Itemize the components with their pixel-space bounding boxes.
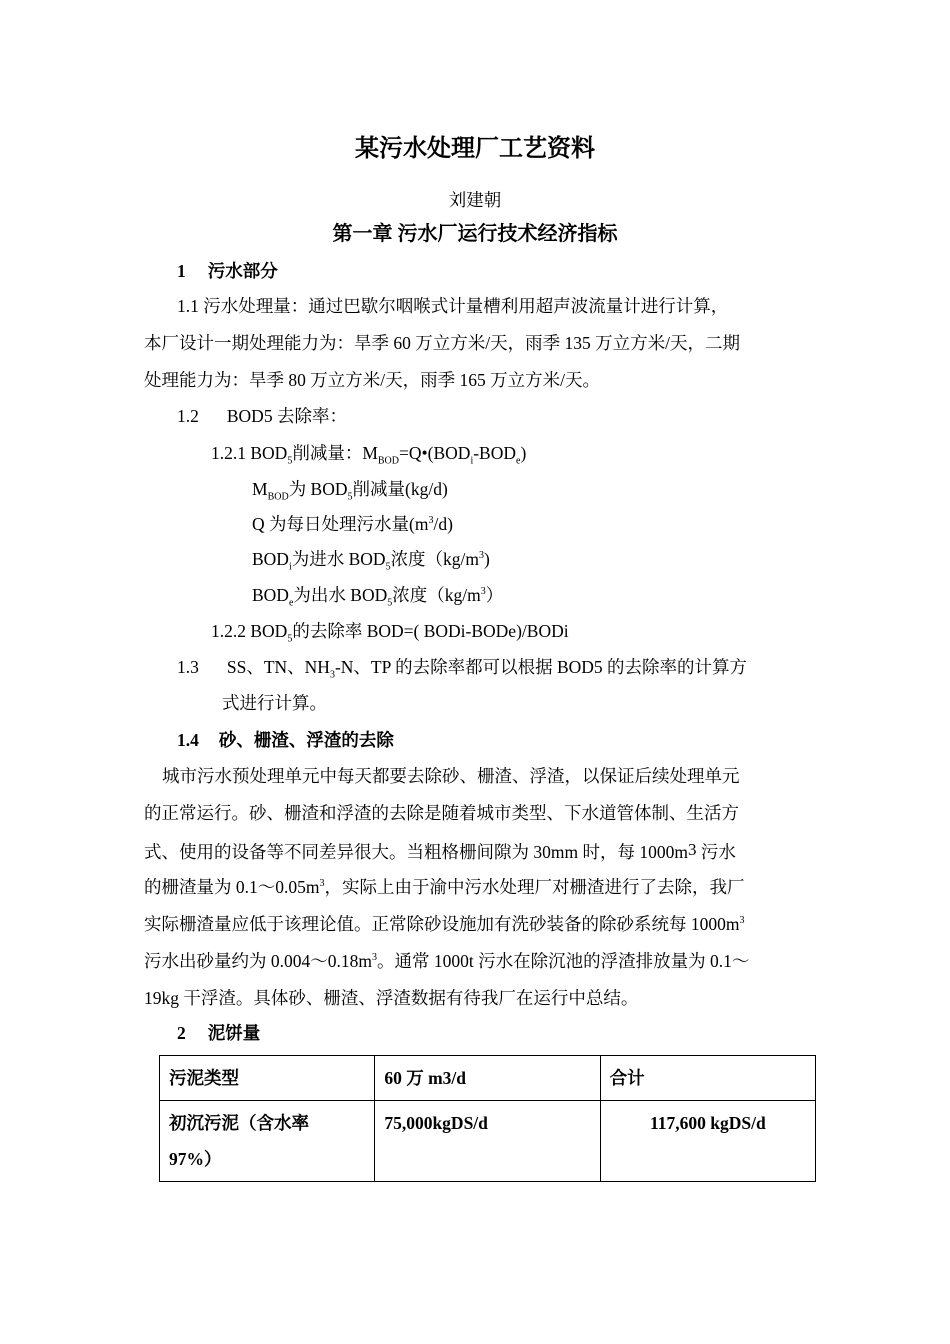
formula-1-2-1 [211,442,527,467]
paragraph-1-3-line: 式进行计算。 [222,693,327,713]
paragraph-text: ，实际上由于渝中污水处理厂对栅渣进行了去除，我厂 [324,877,745,897]
superscript: 3 [428,515,434,527]
def-text: ） [485,585,504,605]
cell-line: 97%） [169,1149,222,1169]
def-text: M [252,479,268,499]
paragraph-text: -N、TP 的去除率都可以根据 BOD5 的去除率的计算方 [334,657,748,677]
paragraph-text: 的栅渣量为 0.1～0.05m [144,877,320,897]
definition-bode [252,584,504,609]
paragraph-1-2 [177,405,347,427]
paragraph-1-1-line: 1.1 污水处理量：通过巴歇尔咽喉式计量槽利用超声波流量计进行计算， [177,296,729,316]
section-label: 砂、栅渣、浮渣的去除 [218,730,394,750]
paragraph-1-4-line: 的正常运行。砂、栅渣和浮渣的去除是随着城市类型、下水道管体制、生活方 [144,803,739,823]
def-text: 浓度（kg/m [392,585,481,605]
section-number: 1 [177,261,186,281]
subscript: 5 [347,491,353,503]
definition-q [252,513,453,535]
table-cell: 75,000kgDS/d [375,1101,600,1182]
paragraph-text: 。通常 1000t 污水在除沉池的浮渣排放量为 0.1～ [377,951,750,971]
paragraph-text: 实际栅渣量应低于该理论值。正常除砂设施加有洗砂装备的除砂系统每 1000m [144,914,740,934]
formula-text: ) [520,443,527,463]
paragraph-1-1-line: 处理能力为：旱季 80 万立方米/天，雨季 165 万立方米/天。 [144,370,600,390]
paragraph-1-1-line: 本厂设计一期处理能力为：旱季 60 万立方米/天，雨季 135 万立方米/天，二期 [144,333,740,353]
section-label: 污水部分 [207,261,278,281]
superscript: 3 [319,878,325,890]
section-1-4-heading [177,729,394,751]
superscript: 3 [687,840,697,859]
def-text: 为进水 BOD [291,549,386,569]
def-text: /d) [433,514,453,534]
subscript: BOD [377,455,400,467]
author-name: 刘建朝 [448,190,502,210]
subscript: 3 [329,669,335,681]
section-number: 1.3 [177,657,199,677]
def-text: BOD [252,549,289,569]
def-text: Q 为每日处理污水量(m [252,514,429,534]
paragraph-text: 污水 [696,842,736,862]
def-text: 削减量(kg/d) [352,479,448,499]
table-row [160,1101,816,1182]
subscript: 5 [287,455,293,467]
formula-text: =Q•(BOD [399,443,471,463]
paragraph-text: 式、使用的设备等不同差异很大。当粗格栅间隙为 30mm 时，每 1000m [144,842,688,862]
def-text: ) [484,549,490,569]
section-number: 2 [177,1023,186,1043]
formula-text: -BOD [473,443,516,463]
subscript: 5 [385,561,391,573]
table-header-cell: 合计 [600,1056,815,1101]
document-title: 某污水处理厂工艺资料 [355,136,595,162]
def-text: 浓度（kg/m [390,549,480,569]
table-header-cell: 60 万 m3/d [375,1056,600,1101]
cell-line: 初沉污泥（含水率 [169,1113,309,1133]
section-1-heading [177,260,278,282]
subscript: 5 [387,597,393,609]
section-number: 1.2 [177,406,199,426]
subscript: e [516,455,521,467]
definition-mbod [252,478,448,503]
paragraph-1-4-line [144,913,745,935]
table-cell: 117,600 kgDS/d [600,1101,815,1182]
section-2-heading [177,1022,260,1044]
paragraph-1-4-line: 城市污水预处理单元中每天都要去除砂、栅渣、浮渣，以保证后续处理单元 [162,766,740,786]
formula-text: 的去除率 BOD=( BODi-BODe)/BODi [292,621,569,641]
section-label: 泥饼量 [207,1023,261,1043]
chapter-heading: 第一章 污水厂运行技术经济指标 [332,223,618,245]
def-text: 为 BOD [288,479,348,499]
superscript: 3 [479,550,485,562]
subscript: i [288,561,292,573]
superscript: 3 [372,952,377,964]
superscript: 3 [739,915,745,927]
paragraph-1-4-line [144,876,745,898]
paragraph-1-4-line [144,839,736,863]
subscript: i [470,455,474,467]
formula-text: 削减量：M [292,443,378,463]
section-number: 1.4 [177,730,199,750]
paragraph-1-3 [177,656,748,681]
paragraph-text: 污水出砂量约为 0.004～0.18m [144,951,372,971]
def-text: BOD [252,585,289,605]
table-header-row [160,1056,816,1101]
formula-text: 1.2.1 BOD [211,443,288,463]
superscript: 3 [480,586,486,598]
paragraph-text: SS、TN、NH [226,657,330,677]
table-cell [160,1101,375,1182]
subscript: e [288,597,294,609]
subscript: 5 [287,633,293,645]
table-header-cell: 污泥类型 [160,1056,375,1101]
section-text: BOD5 去除率： [226,406,347,426]
formula-1-2-2 [211,620,569,645]
paragraph-1-4-line: 19kg 干浮渣。具体砂、栅渣、浮渣数据有待我厂在运行中总结。 [144,988,639,1008]
sludge-table [159,1055,816,1182]
def-text: 为出水 BOD [293,585,388,605]
formula-text: 1.2.2 BOD [211,621,288,641]
subscript: BOD [267,491,289,503]
paragraph-1-4-line [144,950,749,972]
definition-bodi [252,548,490,573]
